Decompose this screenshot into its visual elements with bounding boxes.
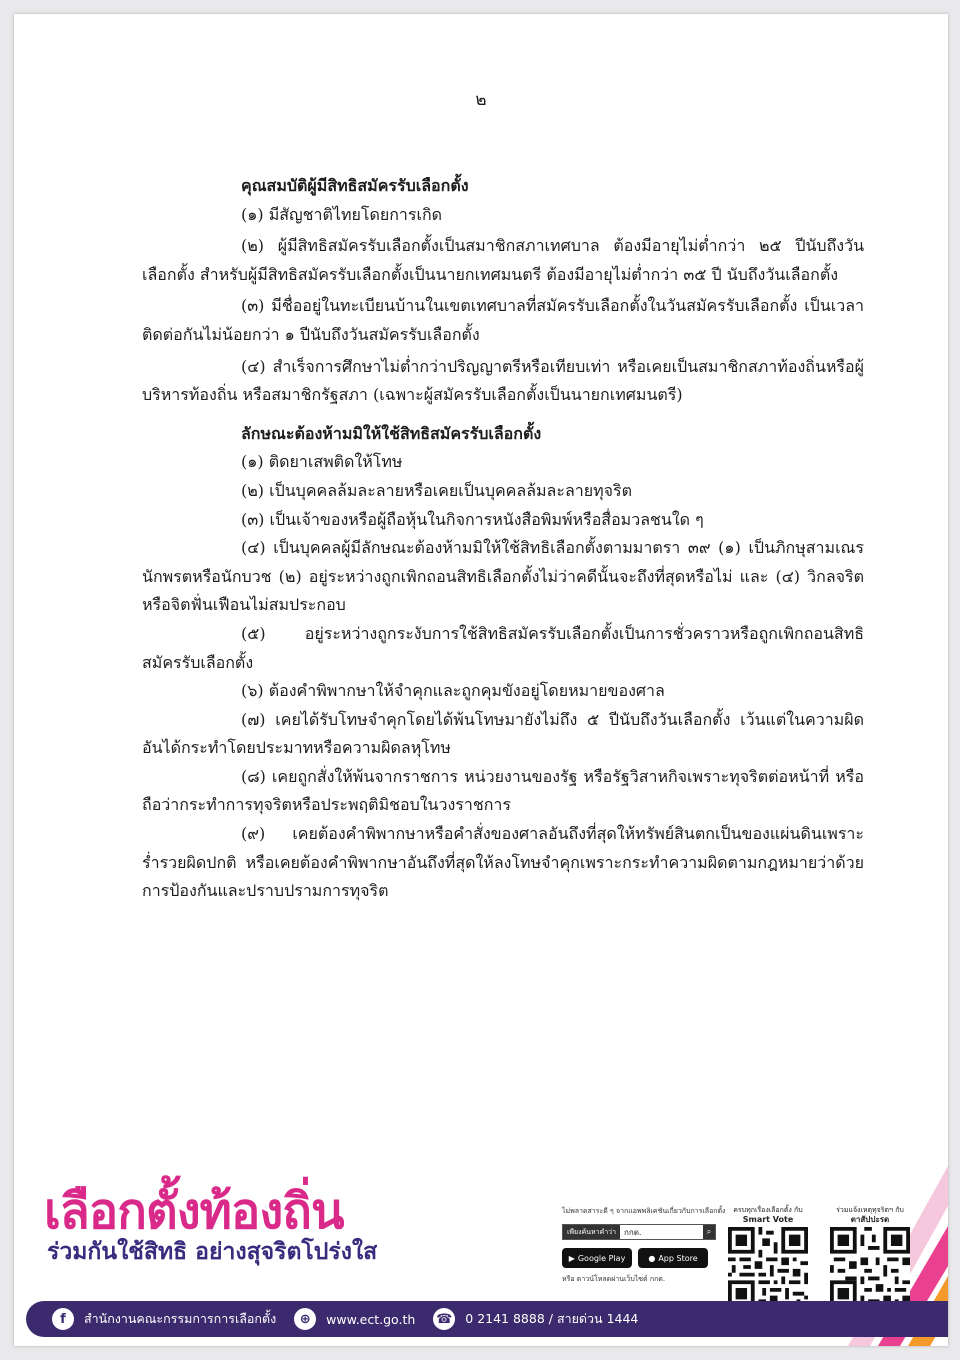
qr-code-icon (728, 1227, 808, 1307)
list-item: (๖) ต้องคำพิพากษาให้จำคุกและถูกคุมขังอยู่โดยหมายของศาล (241, 681, 665, 701)
play-icon: ▶ (568, 1253, 575, 1263)
search-label: เพียงค้นหาคำว่า (563, 1225, 620, 1239)
app-promo (562, 1206, 742, 1285)
qr-caption-title: Smart Vote (742, 1215, 794, 1224)
list-item: (๒) เป็นบุคคลล้มละลายหรือเคยเป็นบุคคลล้มละลายทุจริต (241, 480, 633, 500)
footer-phone: 0 2141 8888 / สายด่วน 1444 (465, 1311, 639, 1326)
search-value: กกต. (624, 1227, 642, 1237)
search-box[interactable] (562, 1224, 716, 1240)
page-number: ๒ (475, 90, 487, 110)
footer-org: สำนักงานคณะกรรมการการเลือกตั้ง (84, 1311, 277, 1326)
qr-caption: ร่วมแจ้งเหตุทุจริตฯ กับ (836, 1206, 904, 1214)
section-heading-prohibitions: ลักษณะต้องห้ามมิให้ใช้สิทธิสมัครรับเลือกตั้ง (241, 423, 542, 443)
qr-code-icon (830, 1227, 910, 1307)
google-play-badge[interactable] (562, 1248, 632, 1268)
promo-text: ไม่พลาดสาระดี ๆ จากแอพพลิเคชันเกี่ยวกับการเลือกตั้ง (562, 1207, 726, 1215)
phone-icon: ☎ (433, 1308, 455, 1330)
apple-icon: ● (648, 1253, 656, 1263)
list-item: (๑) ติดยาเสพติดให้โทษ (241, 452, 403, 472)
list-item: (๑) มีสัญชาติไทยโดยการเกิด (241, 204, 443, 224)
banner-title: เลือกตั้งท้องถิ่น (44, 1183, 344, 1240)
list-item: (๘) เคยถูกสั่งให้พ้นจากราชการ หน่วยงานของรัฐ หรือรัฐวิสาหกิจเพราะทุจริตต่อหน้าที่ หรือถือว่ากระทำการทุจริตหรือประพฤติมิชอบในวงราชการ (142, 766, 864, 815)
list-item: (๓) มีชื่ออยู่ในทะเบียนบ้านในเขตเทศบาลที่สมัครรับเลือกตั้งในวันสมัครรับเลือกตั้ง เป็นเวลาติดต่อกันไม่น้อยกว่า ๑ ปีนับถึงวันสมัครรับเลือกตั้ง (142, 296, 864, 344)
section-heading-qualifications: คุณสมบัติผู้มีสิทธิสมัครรับเลือกตั้ง (241, 176, 469, 195)
banner-subtitle: ร่วมกันใช้สิทธิ อย่างสุจริตโปร่งใส (47, 1239, 378, 1265)
list-item: (๔) เป็นบุคคลผู้มีลักษณะต้องห้ามมิให้ใช้สิทธิเลือกตั้งตามมาตรา ๓๙ (๑) เป็นภิกษุสามเณร นักพรตหรือนักบวช (๒) อยู่ระหว่างถูกเพิกถอนสิทธิเลือกตั้งไม่ว่าคดีนั้นจะถึงที่สุดหรือไม่ และ (๔) วิกลจริต หรือจิตฟั่นเฟือนไม่สมประกอบ (142, 538, 864, 615)
document-body (142, 172, 864, 906)
google-play-label: Google Play (577, 1253, 626, 1263)
footer-bar (26, 1301, 948, 1337)
facebook-icon[interactable]: f (52, 1308, 74, 1330)
footer-website[interactable]: www.ect.go.th (326, 1311, 416, 1327)
qr-caption-title: ตาสัปปะรด (850, 1215, 890, 1224)
list-item: (๓) เป็นเจ้าของหรือผู้ถือหุ้นในกิจการหนังสือพิมพ์หรือสื่อมวลชนใด ๆ (241, 509, 704, 529)
list-item: (๕) อยู่ระหว่างถูกระงับการใช้สิทธิสมัครรับเลือกตั้งเป็นการชั่วคราวหรือถูกเพิกถอนสิทธิสมัครรับเลือกตั้ง (142, 623, 864, 672)
qr-smart-vote[interactable] (718, 1206, 818, 1311)
globe-icon: ⊕ (294, 1308, 316, 1330)
qr-tasapparod[interactable] (820, 1206, 920, 1311)
document-page (14, 14, 948, 1346)
app-store-badge[interactable] (638, 1248, 708, 1268)
qr-caption: ครบทุกเรื่องเลือกตั้ง กับ (733, 1206, 803, 1214)
app-store-label: App Store (658, 1253, 698, 1263)
promo-download-text: หรือ ดาวน์โหลดผ่านเว็บไซต์ กกต. (562, 1275, 666, 1283)
list-item: (๙) เคยต้องคำพิพากษาหรือคำสั่งของศาลอันถึงที่สุดให้ทรัพย์สินตกเป็นของแผ่นดินเพราะร่ำรวยผิดปกติ หรือเคยต้องคำพิพากษาอันถึงที่สุดให้ลงโทษจำคุกเพราะกระทำความผิดตามกฎหมายว่าด้วยการป้องกันและปราบปรามการทุจริต (142, 824, 864, 901)
list-item: (๒) ผู้มีสิทธิสมัครรับเลือกตั้งเป็นสมาชิกสภาเทศบาล ต้องมีอายุไม่ต่ำกว่า ๒๕ ปีนับถึงวันเลือกตั้ง สำหรับผู้มีสิทธิสมัครรับเลือกตั้งเป็นนายกเทศมนตรี ต้องมีอายุไม่ต่ำกว่า ๓๕ ปี นับถึงวันเลือกตั้ง (142, 236, 864, 284)
search-icon[interactable]: ⌕ (703, 1225, 715, 1239)
list-item: (๗) เคยได้รับโทษจำคุกโดยได้พ้นโทษมายังไม่ถึง ๕ ปีนับถึงวันเลือกตั้ง เว้นแต่ในความผิดอันได้กระทำโดยประมาทหรือความผิดลหุโทษ (142, 709, 864, 758)
list-item: (๔) สำเร็จการศึกษาไม่ต่ำกว่าปริญญาตรีหรือเทียบเท่า หรือเคยเป็นสมาชิกสภาท้องถิ่นหรือผู้บริหารท้องถิ่น หรือสมาชิกรัฐสภา (เฉพาะผู้สมัครรับเลือกตั้งเป็นนายกเทศมนตรี) (142, 356, 864, 405)
